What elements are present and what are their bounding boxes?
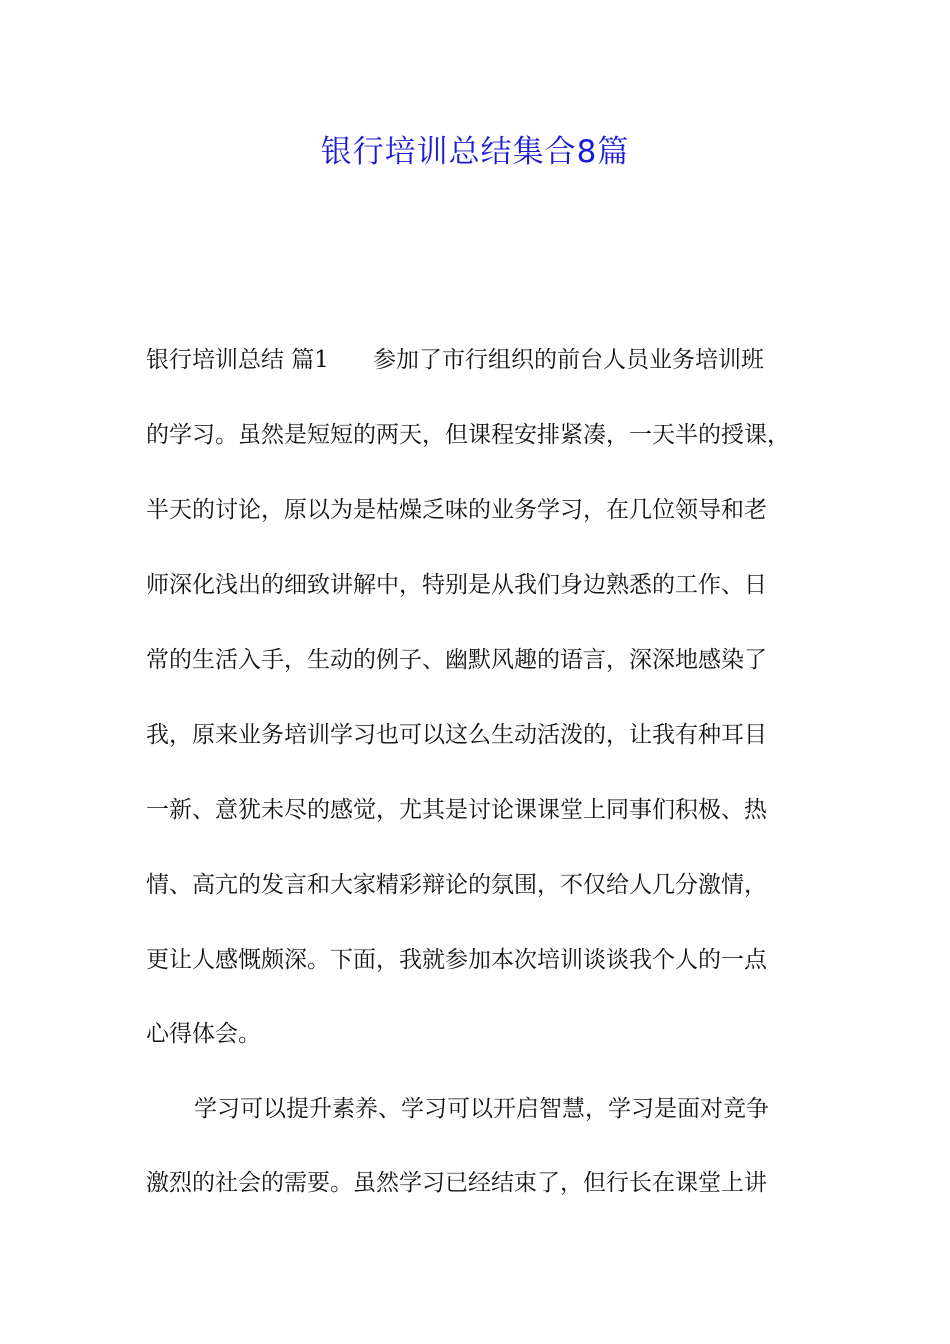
paragraph-line-2: 的学习。虽然是短短的两天，但课程安排紧凑，一天半的授课，: [146, 422, 790, 448]
paragraph-line-7: 一新、意犹未尽的感觉，尤其是讨论课课堂上同事们积极、热: [146, 797, 767, 823]
paragraph-line-8: 情、高亢的发言和大家精彩辩论的氛围，不仅给人几分激情，: [146, 872, 767, 898]
paragraph-text: 参加了市行组织的前台人员业务培训班: [372, 347, 764, 373]
document-title: 银行培训总结集合8篇: [320, 134, 630, 170]
paragraph-line-9: 更让人感慨颇深。下面，我就参加本次培训谈谈我个人的一点: [146, 947, 767, 973]
paragraph-line-11: 学习可以提升素养、学习可以开启智慧，学习是面对竞争: [194, 1096, 769, 1122]
section-heading: 银行培训总结 篇1: [146, 347, 329, 373]
paragraph-line-1: [146, 343, 826, 377]
paragraph-line-5: 常的生活入手，生动的例子、幽默风趣的语言，深深地感染了: [146, 647, 767, 673]
paragraph-line-6: 我，原来业务培训学习也可以这么生动活泼的，让我有种耳目: [146, 722, 767, 748]
paragraph-line-4: 师深化浅出的细致讲解中，特别是从我们身边熟悉的工作、日: [146, 572, 767, 598]
paragraph-line-12: 激烈的社会的需要。虽然学习已经结束了，但行长在课堂上讲: [146, 1170, 767, 1196]
paragraph-line-10: 心得体会。: [146, 1021, 261, 1047]
paragraph-line-3: 半天的讨论，原以为是枯燥乏味的业务学习，在几位领导和老: [146, 497, 767, 523]
